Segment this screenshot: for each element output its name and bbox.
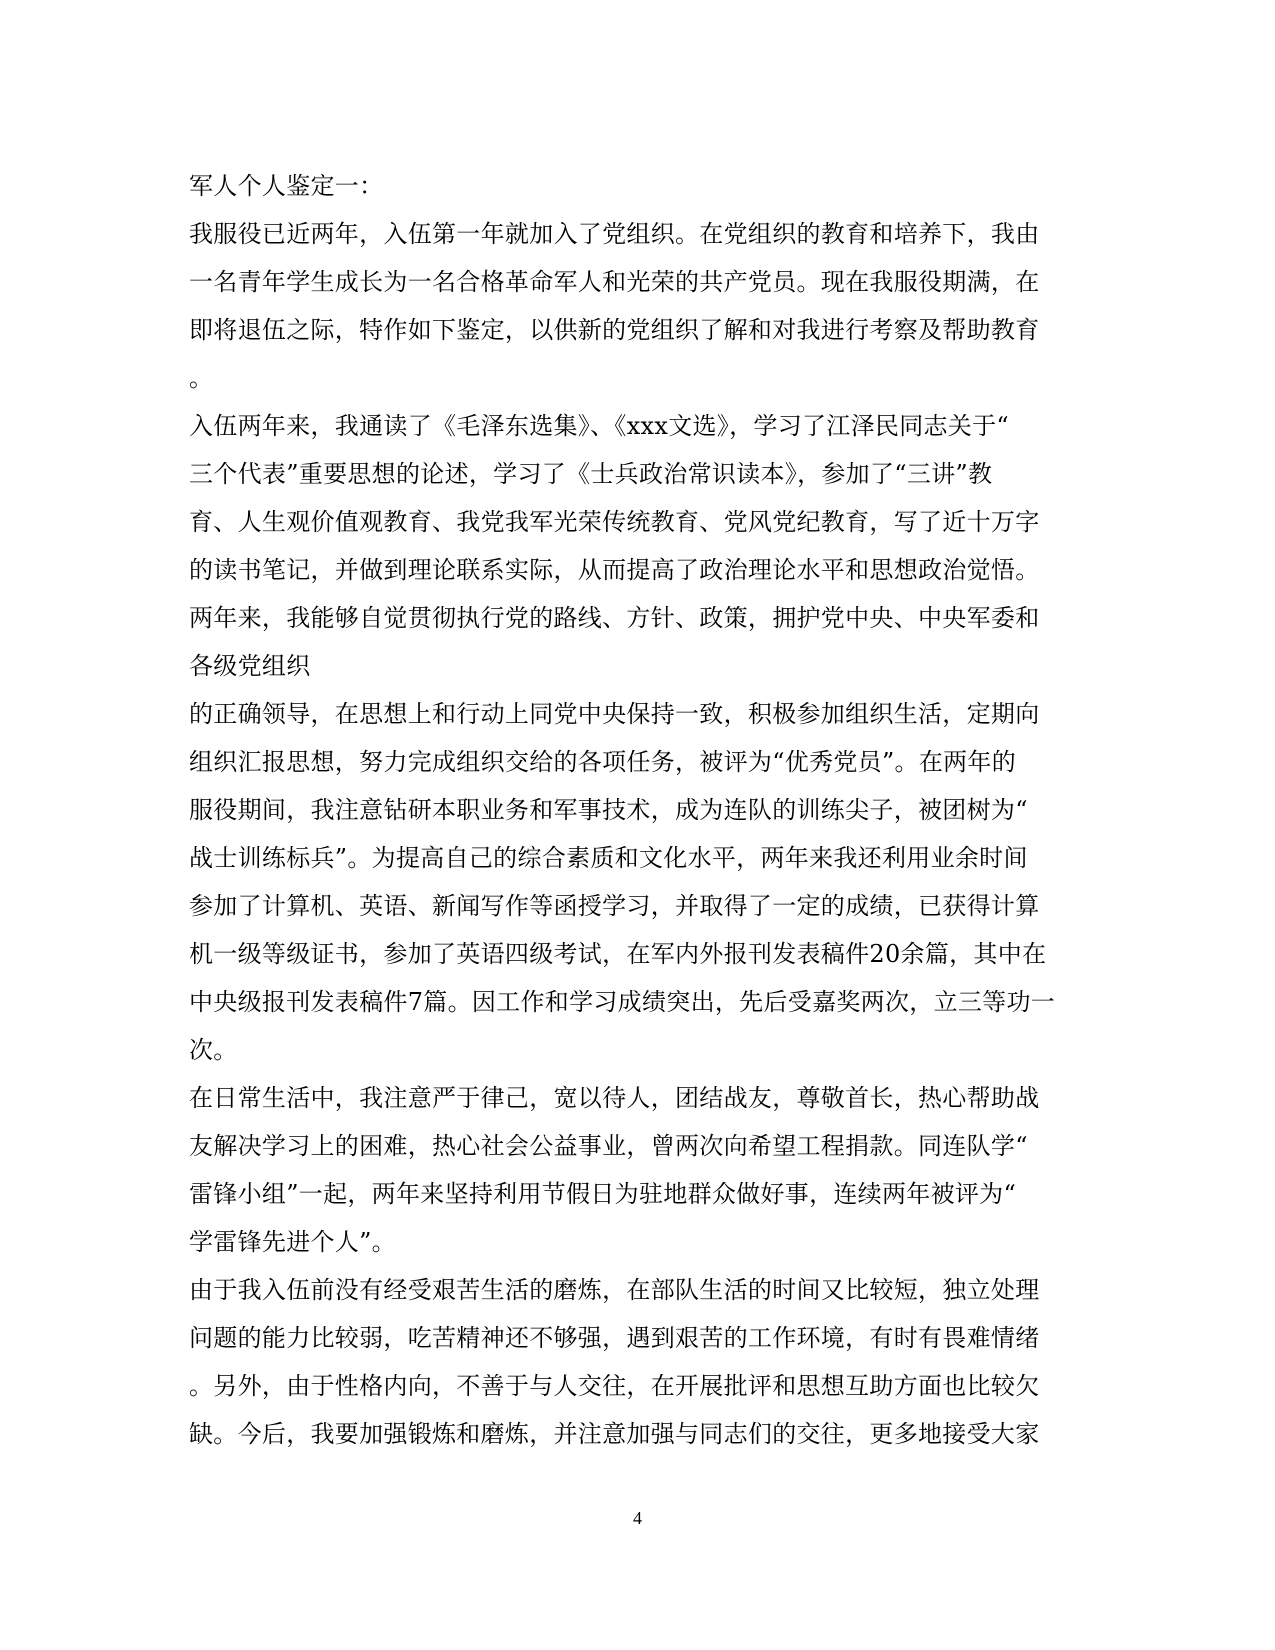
text-line: 军人个人鉴定一： [189, 172, 384, 200]
text-line: 入伍两年来，我通读了《毛泽东选集》、《xxx文选》，学习了江泽民同志关于“ [189, 412, 1009, 440]
text-line: 我服役已近两年，入伍第一年就加入了党组织。在党组织的教育和培养下，我由 [189, 220, 1040, 248]
document-body [189, 162, 1069, 1458]
text-line: 问题的能力比较弱，吃苦精神还不够强，遇到艰苦的工作环境，有时有畏难情绪 [189, 1324, 1040, 1352]
text-line: 即将退伍之际，特作如下鉴定，以供新的党组织了解和对我进行考察及帮助教育 [189, 316, 1040, 344]
text-line: 服役期间，我注意钻研本职业务和军事技术，成为连队的训练尖子，被团树为“ [189, 796, 1028, 824]
text-line: 次。 [189, 1036, 238, 1064]
text-line: 的正确领导，在思想上和行动上同党中央保持一致，积极参加组织生活，定期向 [189, 700, 1040, 728]
text-line: 一名青年学生成长为一名合格革命军人和光荣的共产党员。现在我服役期满，在 [189, 268, 1040, 296]
text-line: 学雷锋先进个人”。 [189, 1228, 396, 1256]
text-line: 由于我入伍前没有经受艰苦生活的磨炼，在部队生活的时间又比较短，独立处理 [189, 1276, 1040, 1304]
text-line: 育、人生观价值观教育、我党我军光荣传统教育、党风党纪教育，写了近十万字 [189, 508, 1040, 536]
text-line: 两年来，我能够自觉贯彻执行党的路线、方针、政策，拥护党中央、中央军委和 [189, 604, 1040, 632]
text-line: 中央级报刊发表稿件7篇。因工作和学习成绩突出，先后受嘉奖两次，立三等功一 [189, 988, 1056, 1016]
text-line: 缺。今后，我要加强锻炼和磨炼，并注意加强与同志们的交往，更多地接受大家 [189, 1420, 1040, 1448]
text-line: 各级党组织 [189, 652, 311, 680]
text-line: 组织汇报思想，努力完成组织交给的各项任务，被评为“优秀党员”。在两年的 [189, 748, 1017, 776]
text-line: 参加了计算机、英语、新闻写作等函授学习，并取得了一定的成绩，已获得计算 [189, 892, 1040, 920]
text-line: 机一级等级证书，参加了英语四级考试，在军内外报刊发表稿件20余篇，其中在 [189, 940, 1047, 968]
text-line: 三个代表”重要思想的论述，学习了《士兵政治常识读本》，参加了“三讲”教 [189, 460, 993, 488]
text-line: 。另外，由于性格内向，不善于与人交往，在开展批评和思想互助方面也比较欠 [189, 1372, 1040, 1400]
text-line: 友解决学习上的困难，热心社会公益事业，曾两次向希望工程捐款。同连队学“ [189, 1132, 1028, 1160]
text-line: 在日常生活中，我注意严于律己，宽以待人，团结战友，尊敬首长，热心帮助战 [189, 1084, 1040, 1112]
text-line: 的读书笔记，并做到理论联系实际，从而提高了政治理论水平和思想政治觉悟。 [189, 556, 1040, 584]
text-line: 。 [189, 364, 214, 392]
page-number: 4 [633, 1508, 642, 1528]
text-line: 雷锋小组”一起，两年来坚持利用节假日为驻地群众做好事，连续两年被评为“ [189, 1180, 1017, 1208]
text-line: 战士训练标兵”。为提高自己的综合素质和文化水平，两年来我还利用业余时间 [189, 844, 1028, 872]
